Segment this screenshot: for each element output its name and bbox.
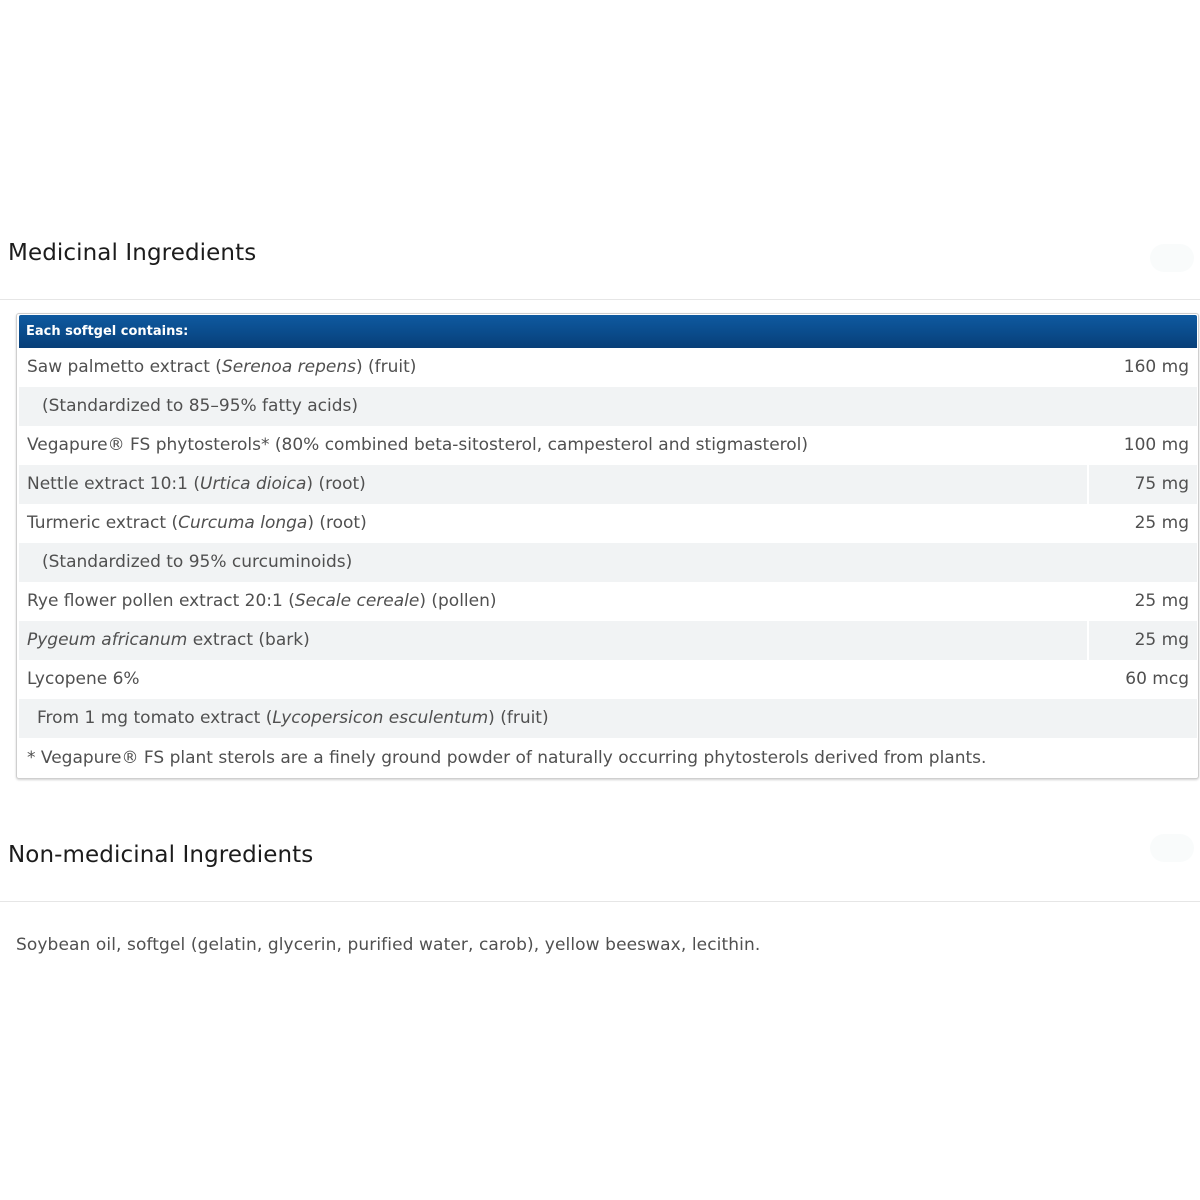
table-row <box>19 582 1197 621</box>
table-header: Each softgel contains: <box>19 315 1197 348</box>
ingredient-name: Turmeric extract (Curcuma longa) (root) <box>27 513 367 533</box>
table-row <box>19 543 1197 582</box>
ingredient-amount: 25 mg <box>1134 630 1189 650</box>
ingredient-note: From 1 mg tomato extract (Lycopersicon esculentum) (fruit) <box>37 708 549 728</box>
footnote-text: * Vegapure® FS plant sterols are a finely ground powder of naturally occurring phytosterols derived from plants. <box>27 748 987 768</box>
table-footnote <box>19 738 1197 778</box>
section-divider <box>0 299 1200 300</box>
ingredient-amount: 60 mcg <box>1125 669 1189 689</box>
ingredient-name: Vegapure® FS phytosterols* (80% combined beta-sitosterol, campesterol and stigmasterol) <box>27 435 809 455</box>
cell-divider <box>1087 465 1089 504</box>
ingredient-name: Pygeum africanum extract (bark) <box>27 630 310 650</box>
table-row <box>19 387 1197 426</box>
non-medicinal-ingredients-heading: Non-medicinal Ingredients <box>8 842 314 868</box>
ingredient-amount: 100 mg <box>1123 435 1189 455</box>
medicinal-ingredients-heading: Medicinal Ingredients <box>8 240 257 266</box>
ingredient-amount: 75 mg <box>1134 474 1189 494</box>
ingredient-note: (Standardized to 95% curcuminoids) <box>42 552 353 572</box>
table-row <box>19 660 1197 699</box>
table-row <box>19 426 1197 465</box>
table-row <box>19 504 1197 543</box>
table-row <box>19 699 1197 738</box>
ingredient-name: Lycopene 6% <box>27 669 140 689</box>
ingredient-note: (Standardized to 85–95% fatty acids) <box>42 396 359 416</box>
ingredient-amount: 25 mg <box>1134 591 1189 611</box>
table-row <box>19 621 1197 660</box>
section-divider <box>0 901 1200 902</box>
ingredient-name: Saw palmetto extract (Serenoa repens) (fruit) <box>27 357 417 377</box>
ingredient-amount: 25 mg <box>1134 513 1189 533</box>
ingredient-name: Rye flower pollen extract 20:1 (Secale cereale) (pollen) <box>27 591 497 611</box>
ingredient-name: Nettle extract 10:1 (Urtica dioica) (root) <box>27 474 366 494</box>
table-row <box>19 348 1197 387</box>
supplement-facts-table <box>16 313 1199 779</box>
non-medicinal-section-toggle[interactable] <box>1150 834 1194 862</box>
table-row <box>19 465 1197 504</box>
ingredient-amount: 160 mg <box>1123 357 1189 377</box>
non-medicinal-ingredients-text: Soybean oil, softgel (gelatin, glycerin, purified water, carob), yellow beeswax, lecithin. <box>16 935 761 955</box>
cell-divider <box>1087 621 1089 660</box>
medicinal-section-toggle[interactable] <box>1150 244 1194 272</box>
